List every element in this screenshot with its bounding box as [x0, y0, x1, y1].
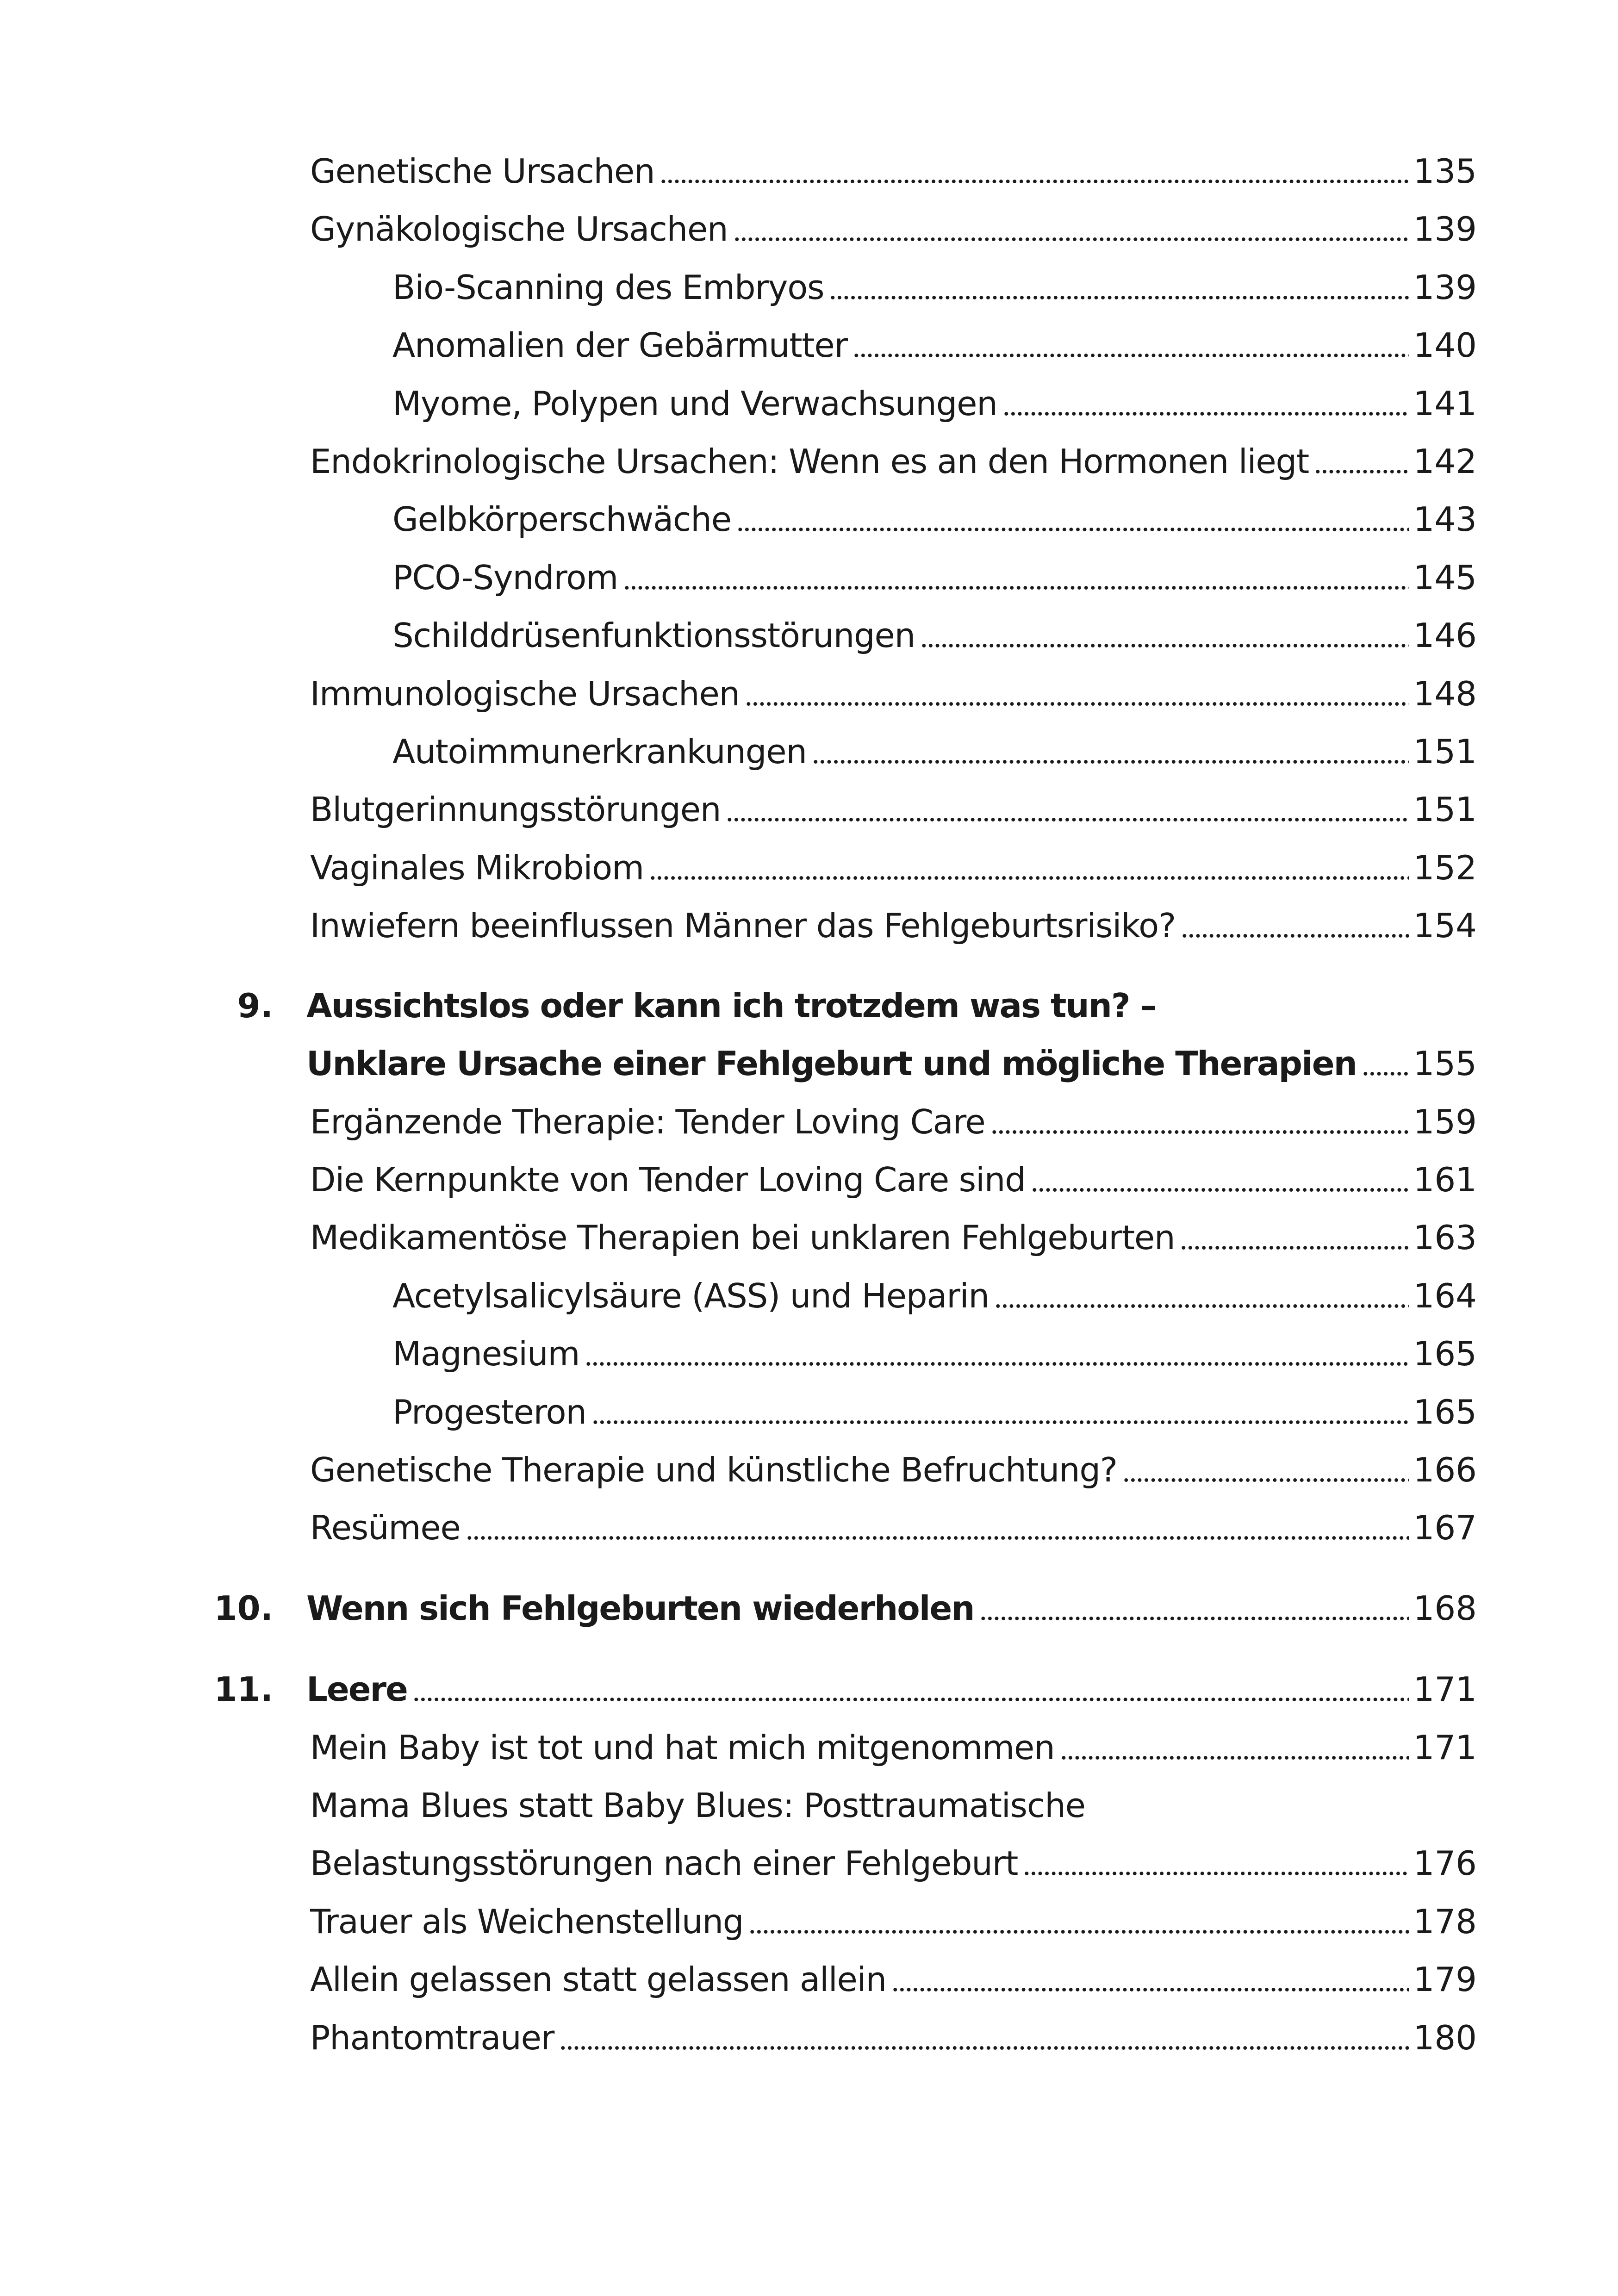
- toc-entry[interactable]: [310, 900, 1477, 951]
- toc-entry-title: Autoimmunerkrankungen: [392, 732, 807, 771]
- toc-entry-title: Schilddrüsenfunktionsstörungen: [392, 616, 915, 655]
- toc-entry-title: PCO-Syndrom: [392, 558, 618, 597]
- toc-entry[interactable]: [310, 1838, 1477, 1889]
- toc-row: [0, 1502, 1618, 1553]
- toc-page-number: 152: [1413, 848, 1477, 887]
- toc-entry-title: Medikamentöse Therapien bei unklaren Fehlgeburten: [310, 1218, 1175, 1257]
- toc-entry[interactable]: [310, 1154, 1477, 1205]
- toc-row: [0, 1212, 1618, 1263]
- toc-entry-title: Gynäkologische Ursachen: [310, 210, 728, 249]
- toc-row: [0, 1328, 1618, 1379]
- toc-row: [0, 262, 1618, 313]
- toc-row: [0, 146, 1618, 197]
- dot-leader: [585, 1353, 1408, 1367]
- toc-entry[interactable]: [310, 1722, 1477, 1773]
- toc-page-number: 171: [1413, 1728, 1477, 1767]
- toc-chapter-row: [0, 1038, 1618, 1089]
- toc-page-number: 143: [1413, 500, 1477, 539]
- dot-leader: [660, 171, 1408, 185]
- toc-entry[interactable]: [392, 1387, 1477, 1437]
- dot-leader: [560, 2037, 1408, 2051]
- toc-entry[interactable]: [310, 1502, 1477, 1553]
- toc-page-number: 178: [1413, 1902, 1477, 1941]
- toc-entry-title: Gelbkörperschwäche: [392, 500, 731, 539]
- chapter-number: 11.: [214, 1670, 273, 1709]
- toc-entry-title: Endokrinologische Ursachen: Wenn es an den Hormonen liegt: [310, 442, 1309, 481]
- toc-entry[interactable]: [310, 1954, 1477, 2005]
- toc-page-number: 168: [1413, 1589, 1477, 1628]
- dot-leader: [1123, 1469, 1409, 1483]
- toc-entry-title: Aussichtslos oder kann ich trotzdem was tun? –: [306, 986, 1156, 1025]
- toc-entry[interactable]: [310, 668, 1477, 719]
- chapter-number: 10.: [214, 1589, 273, 1628]
- toc-row: [0, 900, 1618, 951]
- toc-page-number: 179: [1413, 1960, 1477, 1999]
- toc-page-number: 165: [1413, 1334, 1477, 1373]
- toc-page-number: 171: [1413, 1670, 1477, 1709]
- toc-row: [0, 204, 1618, 255]
- toc-entry-title: Inwiefern beeinflussen Männer das Fehlgeburtsrisiko?: [310, 906, 1176, 945]
- dot-leader: [812, 751, 1409, 765]
- dot-leader: [1031, 1179, 1409, 1193]
- toc-page-number: 141: [1413, 384, 1477, 423]
- toc-entry-title: Anomalien der Gebärmutter: [392, 326, 847, 365]
- toc-row: [0, 726, 1618, 777]
- dot-leader: [991, 1121, 1409, 1135]
- toc-entry[interactable]: [306, 1583, 1477, 1634]
- toc-page-number: 165: [1413, 1393, 1477, 1431]
- toc-entry[interactable]: [306, 1038, 1477, 1089]
- toc-page-number: 176: [1413, 1844, 1477, 1883]
- toc-entry-title: Wenn sich Fehlgeburten wiederholen: [306, 1589, 974, 1628]
- toc-chapter-row: [0, 1664, 1618, 1715]
- toc-page-number: 163: [1413, 1218, 1477, 1257]
- toc-row: [0, 610, 1618, 661]
- toc-entry-title: Genetische Ursachen: [310, 152, 655, 191]
- toc-entry[interactable]: [392, 726, 1477, 777]
- toc-entry-title: Trauer als Weichenstellung: [310, 1902, 744, 1941]
- toc-page-number: 145: [1413, 558, 1477, 597]
- dot-leader: [1181, 925, 1409, 939]
- toc-entry-title: Magnesium: [392, 1334, 580, 1373]
- toc-entry[interactable]: [310, 784, 1477, 835]
- toc-entry[interactable]: [310, 436, 1477, 487]
- toc-page-number: 180: [1413, 2018, 1477, 2057]
- toc-entry-title: Unklare Ursache einer Fehlgeburt und mögliche Therapien: [306, 1044, 1357, 1083]
- toc-entry[interactable]: [392, 1328, 1477, 1379]
- toc-row: [0, 842, 1618, 893]
- toc-entry-title: Genetische Therapie und künstliche Befruchtung?: [310, 1450, 1117, 1489]
- toc-page-number: 155: [1413, 1044, 1477, 1083]
- toc-entry[interactable]: [392, 610, 1477, 661]
- toc-page-number: 142: [1413, 442, 1477, 481]
- toc-entry-title: Acetylsalicylsäure (ASS) und Heparin: [392, 1276, 989, 1315]
- dot-leader: [623, 577, 1409, 591]
- dot-leader: [726, 809, 1408, 823]
- dot-leader: [592, 1412, 1409, 1425]
- toc-chapter-row: [0, 980, 1618, 1031]
- dot-leader: [995, 1295, 1409, 1309]
- toc-row: [0, 1954, 1618, 2005]
- toc-page-number: 151: [1413, 732, 1477, 771]
- toc-entry-title: Progesteron: [392, 1393, 586, 1431]
- toc-entry[interactable]: [310, 2012, 1477, 2063]
- toc-row: [0, 1154, 1618, 1205]
- toc-page-number: 146: [1413, 616, 1477, 655]
- toc-page-number: 140: [1413, 326, 1477, 365]
- dot-leader: [413, 1689, 1409, 1703]
- toc-row: [0, 1096, 1618, 1147]
- toc-page-number: 148: [1413, 674, 1477, 713]
- dot-leader: [829, 287, 1408, 301]
- toc-row: [0, 494, 1618, 545]
- chapter-number: 9.: [237, 986, 273, 1025]
- toc-entry[interactable]: [310, 842, 1477, 893]
- dot-leader: [1314, 461, 1409, 475]
- toc-page-number: 159: [1413, 1102, 1477, 1141]
- toc-entry[interactable]: [310, 1444, 1477, 1495]
- toc-page-number: 166: [1413, 1450, 1477, 1489]
- toc-entry[interactable]: [392, 262, 1477, 313]
- dot-leader: [1362, 1063, 1409, 1077]
- toc-row: [0, 784, 1618, 835]
- toc-entry[interactable]: [392, 320, 1477, 371]
- toc-entry-title: Leere: [306, 1670, 407, 1709]
- toc-row: [0, 1838, 1618, 1889]
- toc-entry-title: Mama Blues statt Baby Blues: Posttraumatische: [310, 1786, 1085, 1825]
- toc-row: [0, 320, 1618, 371]
- dot-leader: [466, 1527, 1409, 1541]
- toc-entry[interactable]: [310, 1896, 1477, 1947]
- toc-page-number: 161: [1413, 1160, 1477, 1199]
- toc-row: [0, 378, 1618, 429]
- dot-leader: [737, 519, 1409, 533]
- toc-row: [0, 1444, 1618, 1495]
- toc-entry[interactable]: [310, 1096, 1477, 1147]
- toc-entry-title: Belastungsstörungen nach einer Fehlgeburt: [310, 1844, 1018, 1883]
- toc-entry[interactable]: [310, 146, 1477, 197]
- toc-page-number: 139: [1413, 210, 1477, 249]
- toc-page-number: 154: [1413, 906, 1477, 945]
- toc-row: [0, 668, 1618, 719]
- toc-entry[interactable]: [392, 552, 1477, 603]
- toc-entry-title: Ergänzende Therapie: Tender Loving Care: [310, 1102, 985, 1141]
- toc-entry-title: Blutgerinnungsstörungen: [310, 790, 721, 829]
- toc-entry[interactable]: [392, 494, 1477, 545]
- toc-entry-title: Immunologische Ursachen: [310, 674, 740, 713]
- toc-entry[interactable]: [392, 378, 1477, 429]
- toc-entry-title: Myome, Polypen und Verwachsungen: [392, 384, 997, 423]
- toc-page-number: 135: [1413, 152, 1477, 191]
- toc-row: [0, 436, 1618, 487]
- dot-leader: [853, 345, 1409, 359]
- dot-leader: [892, 1979, 1409, 1993]
- toc-entry-title: Resümee: [310, 1508, 461, 1547]
- dot-leader: [745, 693, 1409, 707]
- toc-page-number: 167: [1413, 1508, 1477, 1547]
- toc-row: [0, 1780, 1618, 1831]
- toc-entry-title: Bio-Scanning des Embryos: [392, 268, 824, 307]
- toc-entry[interactable]: [310, 1212, 1477, 1263]
- toc-entry[interactable]: [306, 1664, 1477, 1715]
- dot-leader: [649, 867, 1409, 881]
- toc-entry[interactable]: [392, 1270, 1477, 1321]
- toc-entry-title: Allein gelassen statt gelassen allein: [310, 1960, 886, 1999]
- dot-leader: [921, 635, 1409, 649]
- dot-leader: [1023, 1863, 1408, 1877]
- dot-leader: [749, 1921, 1408, 1935]
- dot-leader: [1003, 403, 1409, 417]
- dot-leader: [1180, 1237, 1408, 1251]
- toc-page-number: 139: [1413, 268, 1477, 307]
- toc-row: [0, 1270, 1618, 1321]
- toc-page-number: 151: [1413, 790, 1477, 829]
- toc-entry-title: Die Kernpunkte von Tender Loving Care sind: [310, 1160, 1026, 1199]
- toc-entry-title: Mein Baby ist tot und hat mich mitgenommen: [310, 1728, 1055, 1767]
- dot-leader: [734, 229, 1409, 243]
- toc-chapter-row: [0, 1583, 1618, 1634]
- toc-row: [0, 552, 1618, 603]
- dot-leader: [1060, 1747, 1409, 1761]
- toc-row: [0, 1896, 1618, 1947]
- toc-row: [0, 1722, 1618, 1773]
- toc-entry[interactable]: [310, 204, 1477, 255]
- dot-leader: [980, 1608, 1409, 1622]
- toc-entry-title: Phantomtrauer: [310, 2018, 554, 2057]
- toc-page-number: 164: [1413, 1276, 1477, 1315]
- toc-row: [0, 2012, 1618, 2063]
- toc-entry-title: Vaginales Mikrobiom: [310, 848, 644, 887]
- toc-row: [0, 1387, 1618, 1437]
